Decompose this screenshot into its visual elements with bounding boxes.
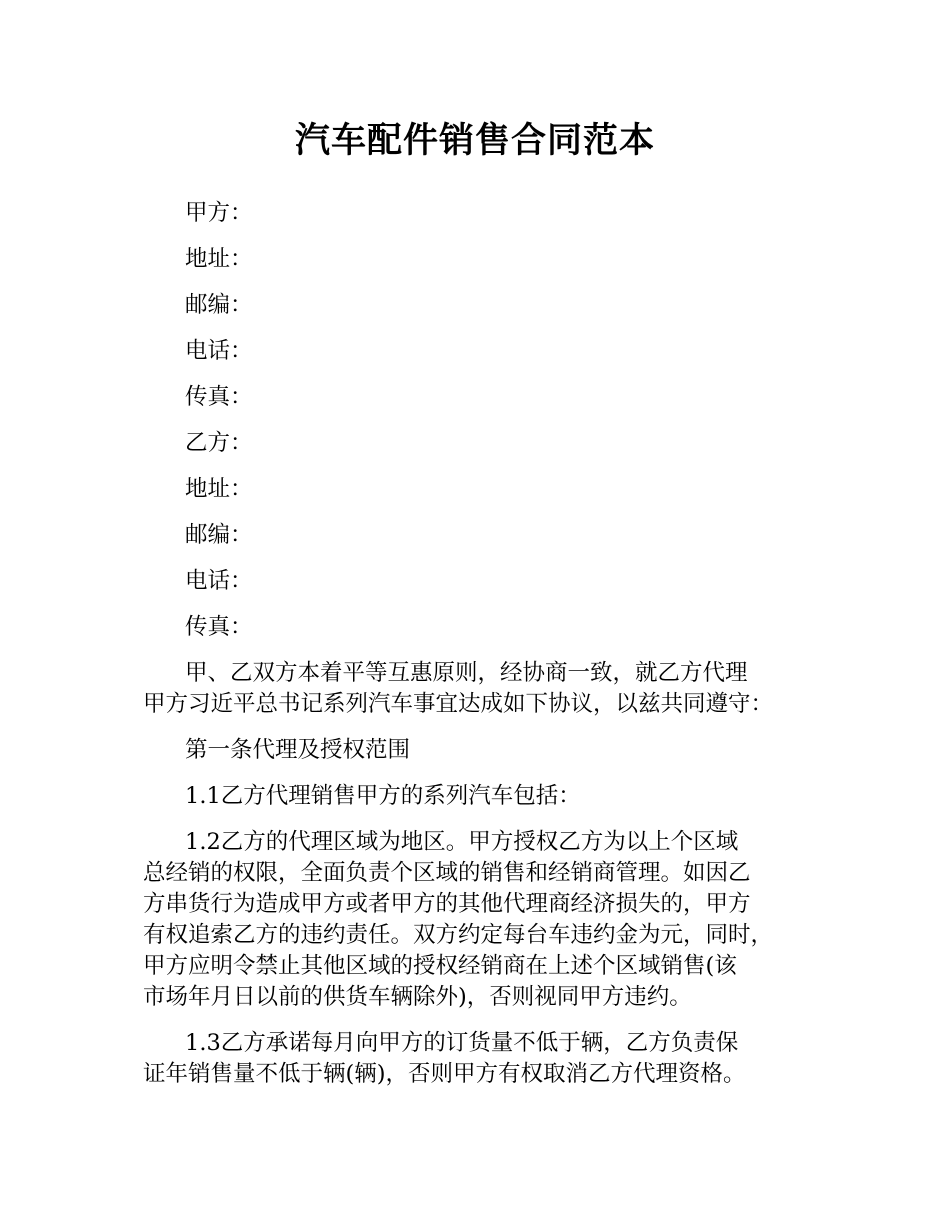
party-b-fax: 传真： <box>185 614 253 640</box>
document-title: 汽车配件销售合同范本 <box>294 121 655 161</box>
clause-1-1: 1.1乙方代理销售甲方的系列汽车包括： <box>185 783 581 809</box>
clause-1-2 <box>143 827 828 1013</box>
clause-1-3 <box>143 1028 828 1090</box>
intro-line-1: 甲、乙双方本着平等互惠原则，经协商一致，就乙方代理 <box>185 660 748 686</box>
clause-1-2-line-6: 市场年月日以前的供货车辆除外)，否则视同甲方违约。 <box>143 984 692 1010</box>
party-a-fax: 传真： <box>185 384 253 410</box>
clause-1-2-line-2: 总经销的权限，全面负责个区域的销售和经销商管理。如因乙 <box>143 860 751 886</box>
intro-paragraph <box>143 658 828 720</box>
clause-1-2-line-5: 甲方应明令禁止其他区域的授权经销商在上述个区域销售(该 <box>143 953 737 979</box>
party-a-label: 甲方： <box>185 200 253 226</box>
intro-line-2: 甲方习近平总书记系列汽车事宜达成如下协议，以兹共同遵守： <box>143 691 774 717</box>
article-1-heading: 第一条代理及授权范围 <box>185 737 411 763</box>
party-b-phone: 电话： <box>185 568 253 594</box>
clause-1-3-line-1: 1.3乙方承诺每月向甲方的订货量不低于辆，乙方负责保 <box>185 1030 739 1056</box>
party-b-label: 乙方： <box>185 430 253 456</box>
party-a-address: 地址： <box>185 246 253 272</box>
party-a-postcode: 邮编： <box>185 292 253 318</box>
party-b-address: 地址： <box>185 476 253 502</box>
clause-1-3-line-2: 证年销售量不低于辆(辆)，否则甲方有权取消乙方代理资格。 <box>143 1061 746 1087</box>
clause-1-2-line-3: 方串货行为造成甲方或者甲方的其他代理商经济损失的，甲方 <box>143 891 751 917</box>
clause-1-2-line-1: 1.2乙方的代理区域为地区。甲方授权乙方为以上个区域 <box>185 829 739 855</box>
party-b-postcode: 邮编： <box>185 522 253 548</box>
party-a-phone: 电话： <box>185 338 253 364</box>
clause-1-2-line-4: 有权追索乙方的违约责任。双方约定每台车违约金为元，同时， <box>143 922 774 948</box>
document-body <box>143 198 828 1105</box>
